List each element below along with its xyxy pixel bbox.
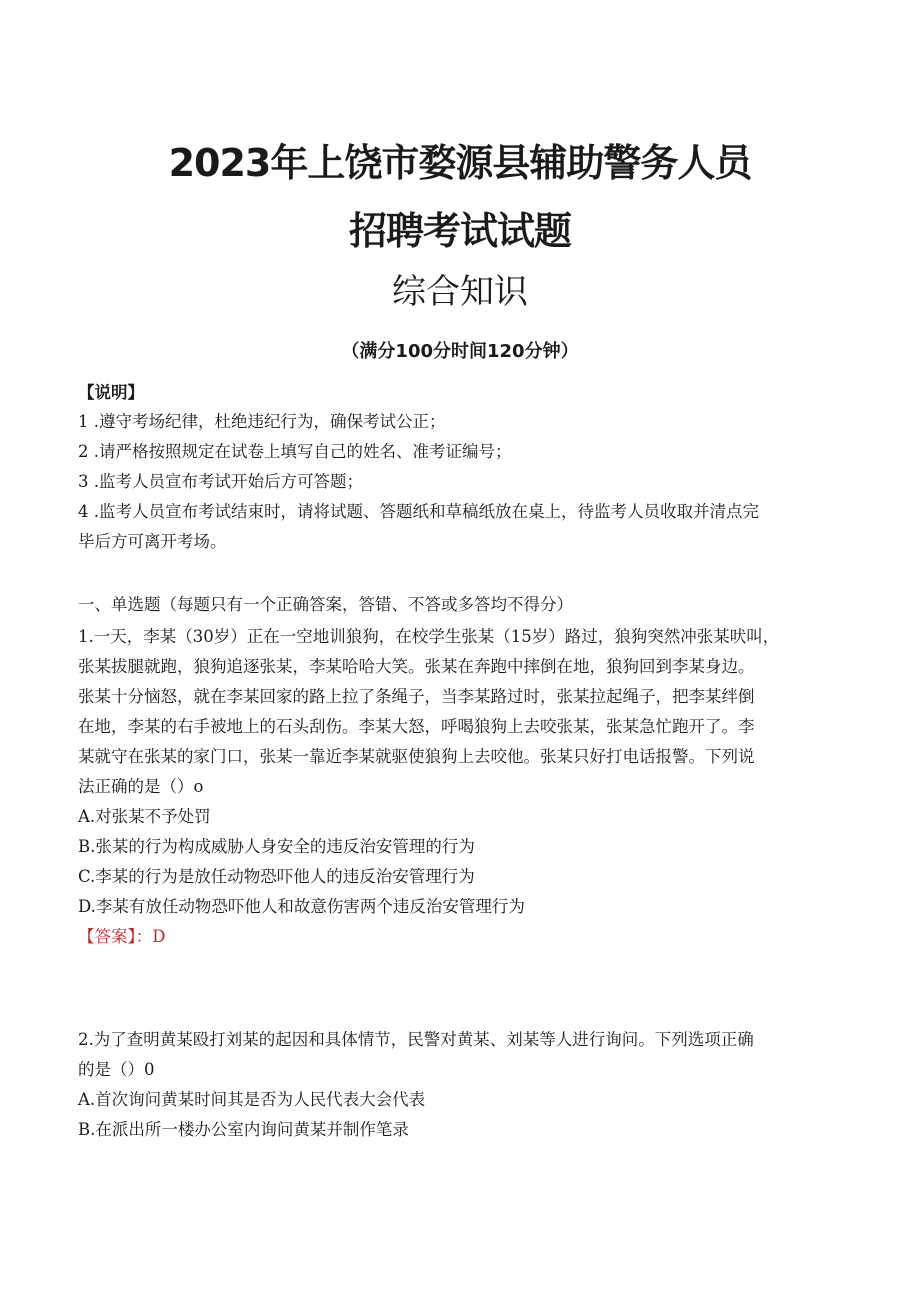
option-a: A.首次询问黄某时间其是否为人民代表大会代表 [78, 1090, 426, 1109]
note-item: 4 .监考人员宣布考试结束时，请将试题、答题纸和草稿纸放在桌上，待监考人员收取并清点完 [78, 502, 759, 521]
note-item: 3 .监考人员宣布考试开始后方可答题； [78, 472, 363, 491]
question-stem-line: 的是（）0 [78, 1060, 155, 1079]
answer-label: 【答案】： [78, 927, 153, 946]
notes-heading: 【说明】 [78, 383, 144, 402]
answer-value: D [152, 927, 166, 946]
answer-line [78, 922, 848, 952]
question-2 [78, 1025, 848, 1145]
question-stem-line: 1.一天，李某（30岁）正在一空地训狼狗，在校学生张某（15岁）路过，狼狗突然冲张某吠叫， [78, 627, 780, 646]
question-stem-line: 张某拔腿就跑，狼狗追逐张某，李某哈哈大笑。张某在奔跑中摔倒在地，狼狗回到李某身边。 [78, 657, 755, 676]
question-stem-line: 某就守在张某的家门口，张某一靠近李某就驱使狼狗上去咬他。张某只好打电话报警。下列说 [78, 747, 755, 766]
option-d: D.李某有放任动物恐吓他人和故意伤害两个违反治安管理行为 [78, 897, 525, 916]
note-item: 2 .请严格按照规定在试卷上填写自己的姓名、准考证编号； [78, 442, 512, 461]
option-a: A.对张某不予处罚 [78, 807, 211, 826]
note-item: 毕后方可离开考场。 [78, 532, 227, 551]
question-1 [78, 622, 848, 952]
option-b: B.张某的行为构成威胁人身安全的违反治安管理的行为 [78, 837, 475, 856]
exam-subject: 综合知识 [392, 272, 528, 312]
notes-list [78, 407, 848, 557]
question-stem-line: 在地，李某的右手被地上的石头刮伤。李某大怒，呼喝狼狗上去咬张某，张某急忙跑开了。李 [78, 717, 755, 736]
question-stem-line: 张某十分恼怒，就在李某回家的路上拉了条绳子，当李某路过时，张某拉起绳子，把李某绊倒 [78, 687, 755, 706]
score-and-time: （满分100分时间120分钟） [341, 341, 579, 362]
section-title: 一、单选题（每题只有一个正确答案，答错、不答或多答均不得分） [78, 595, 573, 614]
option-b: B.在派出所一楼办公室内询问黄某并制作笔录 [78, 1120, 409, 1139]
note-item: 1 .遵守考场纪律，杜绝违纪行为，确保考试公正； [78, 412, 446, 431]
exam-title-line-1: 2023年上饶市婺源县辅助警务人员 [168, 141, 752, 185]
option-c: C.李某的行为是放任动物恐吓他人的违反治安管理行为 [78, 867, 475, 886]
question-stem-line: 2.为了查明黄某殴打刘某的起因和具体情节，民警对黄某、刘某等人进行询问。下列选项正确 [78, 1030, 754, 1049]
question-stem-line: 法正确的是（）o [78, 777, 204, 796]
exam-title-line-2: 招聘考试试题 [348, 209, 571, 253]
